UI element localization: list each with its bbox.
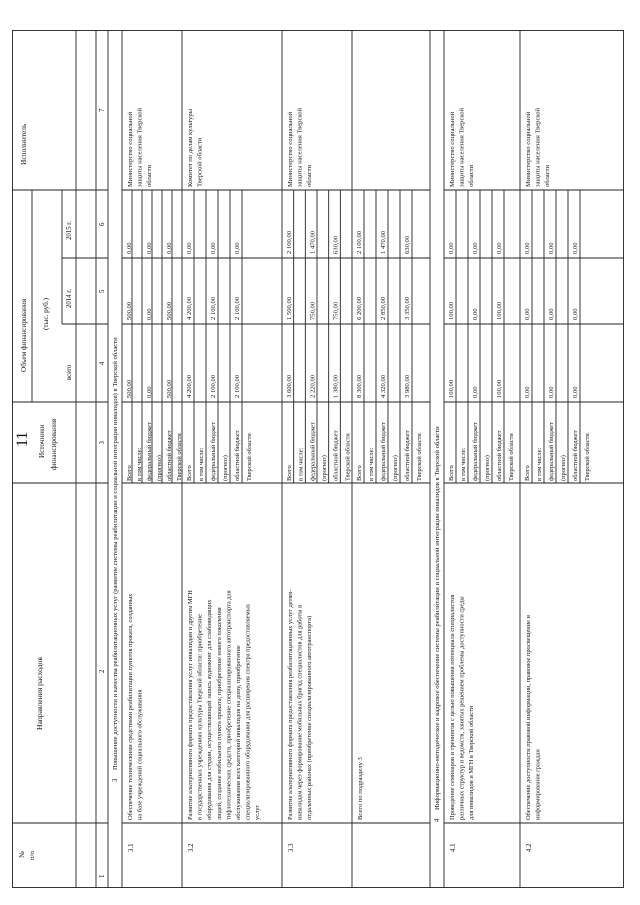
value-subtotal-0-2014: 6 200,00 xyxy=(356,296,363,320)
row-num-4.2: 4.2 xyxy=(526,843,533,852)
source-3.1-0: Всего xyxy=(126,465,133,481)
row-text-3.2-5: обслуживания всех категорий инвалидов на дому, приобретение xyxy=(235,645,242,820)
row-text-3.3-0: Развитие альтернативного формата предоставления реабилитационных услуг детям- xyxy=(287,589,294,820)
header-direction: Направления расходов xyxy=(35,657,44,730)
row-text-3.2-1: в государственных учреждениях культуры Тверской области: приобретение xyxy=(196,614,204,820)
value-3.2-1-2014: 2 100,00 xyxy=(210,296,217,320)
row-text-3.2-6: специализированного оборудования для расширения спектра предоставляемых xyxy=(244,603,252,820)
value-3.2-2-2015: 0,00 xyxy=(234,242,241,254)
header-num-sub: п/п xyxy=(29,851,36,860)
row-text-4.2-0: Обеспечение доступности правовой информации, правовое просвещение и xyxy=(525,615,532,820)
value-4.2-1-2015: 0,00 xyxy=(548,242,555,254)
value-subtotal-0-2015: 2 100,00 xyxy=(356,230,363,254)
source-3.2-5: Тверской области xyxy=(246,433,253,481)
page-number: 11 xyxy=(14,431,31,447)
value-3.1-2-2014: 500,00 xyxy=(166,301,173,320)
header-volume: Объем финансирования xyxy=(20,298,28,372)
header-year-2015: 2015 г. xyxy=(66,220,73,240)
row-executor-3.1-2: области xyxy=(146,164,154,187)
source-3.2-3: (прогноз) xyxy=(222,455,229,481)
source-4.2-2: федеральный бюджет xyxy=(548,422,555,481)
col-number-5: 5 xyxy=(99,289,106,293)
source-4.2-4: областной бюджет xyxy=(572,430,579,481)
value-4.1-1-2014: 0,00 xyxy=(472,308,479,320)
source-3.2-1: в том числе: xyxy=(198,447,205,481)
subtotal-label: Всего по подразделу 3 xyxy=(357,757,364,820)
source-4.1-3: (прогноз) xyxy=(484,455,491,481)
source-3.3-3: (прогноз) xyxy=(321,455,328,481)
row-executor-4.2-2: области xyxy=(544,164,552,187)
source-3.1-4: областной бюджет xyxy=(166,430,173,481)
row-text-3.2-3: людей, создание мобильного пункта проката; приобретение нового поколения xyxy=(215,607,223,820)
source-3.2-4: областной бюджет xyxy=(234,430,241,481)
row-text-4.2-1: информирование граждан xyxy=(534,749,542,820)
source-4.1-4: областной бюджет xyxy=(496,430,503,481)
row-executor-4.2-0: Министерство социальной xyxy=(525,111,532,187)
row-text-3.3-2: отдаленных районах (приобретение специализированного автотранспорта) xyxy=(306,615,314,820)
source-4.2-0: Всего xyxy=(524,465,531,481)
value-4.1-2-2014: 100,00 xyxy=(496,301,503,320)
row-text-3.2-2: оборудования для студии, осуществляющей запись аудиокниг для слабовидящих xyxy=(206,599,214,820)
value-4.1-2-total: 100,00 xyxy=(496,379,503,398)
col-number-4: 4 xyxy=(99,361,106,365)
header-units: (тыс. руб.) xyxy=(42,298,50,330)
source-3.3-0: Всего xyxy=(286,465,293,481)
value-4.1-2-2015: 0,00 xyxy=(496,242,503,254)
row-text-3.1-0: Обеспечение техническими средствами реабилитации пунктов проката, созданных xyxy=(127,593,134,820)
value-3.3-0-2015: 2 100,00 xyxy=(286,230,293,254)
table-text xyxy=(18,107,591,878)
header-total: всего xyxy=(66,364,73,380)
row-text-3.2-0: Развитие альтернативного формата предоставления услуг инвалидам и другим МГН xyxy=(187,590,194,820)
row-executor-3.2-0: Комитет по делам культуры xyxy=(187,108,194,187)
source-3.2-0: Всего xyxy=(186,465,193,481)
value-subtotal-1-2014: 2 850,00 xyxy=(380,296,387,320)
rotated-table-page xyxy=(12,30,624,888)
source-3.3-2: федеральный бюджет xyxy=(309,422,317,481)
source-3.1-1: в том числе: xyxy=(136,447,143,481)
row-executor-3.3-2: области xyxy=(306,164,314,187)
source-subtotal-2: федеральный бюджет xyxy=(380,422,387,481)
col-number-1: 1 xyxy=(99,874,106,878)
value-3.3-2-2014: 750,00 xyxy=(332,301,340,320)
row-text-3.3-1: инвалидам через формирование мобильных бригад специалистов для работы в xyxy=(296,604,304,820)
value-4.1-1-total: 0,00 xyxy=(472,386,479,398)
value-4.2-0-2014: 0,00 xyxy=(524,308,531,320)
section-3-num: 3 xyxy=(112,778,119,782)
value-subtotal-1-total: 4 320,00 xyxy=(380,374,387,398)
row-text-3.1-1: на базе учреждений социального обслуживания xyxy=(136,689,144,820)
row-executor-3.3-0: Министерство социальной xyxy=(287,111,294,187)
value-subtotal-2-2014: 3 350,00 xyxy=(404,296,411,320)
value-3.3-2-2015: 630,00 xyxy=(332,235,340,254)
row-text-4.1-1: различных структур и ведомств, занятых решением проблемы доступности среды xyxy=(458,596,466,820)
row-executor-4.2-1: защиты населения Тверской xyxy=(534,107,542,187)
value-4.2-1-total: 0,00 xyxy=(548,386,555,398)
value-4.1-0-total: 100,00 xyxy=(448,379,455,398)
value-subtotal-2-total: 3 980,00 xyxy=(404,374,411,398)
value-3.3-0-total: 3 600,00 xyxy=(286,374,293,398)
col-number-2: 2 xyxy=(99,669,106,673)
source-4.1-2: федеральный бюджет xyxy=(472,422,479,481)
budget-table xyxy=(12,30,624,888)
source-subtotal-0: Всего xyxy=(356,465,363,481)
row-executor-3.3-1: защиты населения Тверской xyxy=(296,107,304,187)
value-3.2-0-2015: 0,00 xyxy=(186,242,193,254)
row-executor-4.1-0: Министерство социальной xyxy=(449,111,456,187)
row-text-3.2-7: услуг xyxy=(254,804,262,820)
header-num: № xyxy=(18,851,26,858)
row-text-3.2-4: тифлотехнических средств, приобретение специализированного автотранспорта для xyxy=(225,590,233,820)
section-4-title: Информационно-методическое и кадровое обеспечение системы реабилитации и социальной интеграции инвалидов в Тверской области xyxy=(434,426,441,810)
value-subtotal-2-2015: 630,00 xyxy=(404,235,411,254)
row-executor-4.1-2: области xyxy=(468,164,476,187)
source-4.2-1: в том числе: xyxy=(536,447,543,481)
value-3.3-1-total: 2 220,00 xyxy=(309,374,317,398)
source-subtotal-3: (прогноз) xyxy=(392,455,399,481)
section-3-title: Повышение доступности и качества реабилитационных услуг (развитие системы реабилитации и социальной интеграции инвалидов) в Тверской области xyxy=(112,337,119,770)
value-3.1-2-total: 500,00 xyxy=(166,379,173,398)
value-4.1-0-2014: 100,00 xyxy=(448,301,455,320)
value-4.2-0-total: 0,00 xyxy=(524,386,531,398)
table-grid xyxy=(12,30,624,888)
header-executor: Исполнитель xyxy=(19,123,28,165)
value-3.1-0-2014: 500,00 xyxy=(126,301,133,320)
value-4.2-2-2015: 0,00 xyxy=(572,242,579,254)
value-3.1-1-total: 0,00 xyxy=(146,386,153,398)
source-4.2-3: (прогноз) xyxy=(560,455,567,481)
value-3.1-0-2015: 0,00 xyxy=(126,242,133,254)
value-3.3-1-2014: 750,00 xyxy=(309,301,317,320)
value-3.2-2-2014: 2 100,00 xyxy=(234,296,241,320)
value-3.1-1-2015: 0,00 xyxy=(146,242,153,254)
value-4.2-2-2014: 0,00 xyxy=(572,308,579,320)
value-3.2-0-total: 4 200,00 xyxy=(186,374,193,398)
value-subtotal-1-2015: 1 470,00 xyxy=(380,230,387,254)
value-subtotal-0-total: 8 300,00 xyxy=(356,374,363,398)
source-subtotal-1: в том числе: xyxy=(368,447,375,481)
header-year-2014: 2014 г. xyxy=(66,288,73,308)
source-4.2-5: Тверской области xyxy=(584,433,591,481)
source-4.1-0: Всего xyxy=(448,465,455,481)
header-sources-2: финансирования xyxy=(50,418,58,470)
row-text-4.1-0: Проведение семинаров и тренингов с целью повышения потенциала специалистов xyxy=(449,594,456,820)
value-4.1-1-2015: 0,00 xyxy=(472,242,479,254)
source-4.1-5: Тверской области xyxy=(508,433,515,481)
col-number-7: 7 xyxy=(99,108,106,112)
source-3.1-2: федеральный бюджет xyxy=(146,422,153,481)
row-executor-3.1-1: защиты населения Тверской xyxy=(136,107,144,187)
source-subtotal-5: Тверской области xyxy=(416,433,423,481)
value-3.3-2-total: 1 380,00 xyxy=(332,374,340,398)
value-3.3-1-2015: 1 470,00 xyxy=(309,230,317,254)
source-3.1-5: Тверской области xyxy=(176,433,183,481)
value-4.2-2-total: 0,00 xyxy=(572,386,579,398)
source-4.1-1: в том числе: xyxy=(460,447,467,481)
header-sources: Источники xyxy=(38,424,46,458)
value-3.1-0-total: 500,00 xyxy=(126,379,133,398)
row-executor-3.1-0: Министерство социальной xyxy=(127,111,134,187)
value-4.1-0-2015: 0,00 xyxy=(448,242,455,254)
source-3.3-4: областной бюджет xyxy=(332,430,340,481)
source-3.1-3: (прогноз) xyxy=(156,455,163,481)
section-4-num: 4 xyxy=(434,818,441,822)
source-3.3-1: в том числе: xyxy=(297,447,305,481)
value-3.2-1-2015: 0,00 xyxy=(210,242,217,254)
row-num-4.1: 4.1 xyxy=(450,843,457,852)
value-3.2-0-2014: 4 200,00 xyxy=(186,296,193,320)
col-number-3: 3 xyxy=(99,441,106,445)
value-4.2-1-2014: 0,00 xyxy=(548,308,555,320)
value-3.1-2-2015: 0,00 xyxy=(166,242,173,254)
source-3.2-2: федеральный бюджет xyxy=(210,422,217,481)
source-3.3-5: Тверской области xyxy=(344,433,352,481)
value-3.2-1-total: 2 100,00 xyxy=(210,374,217,398)
source-subtotal-4: областной бюджет xyxy=(404,430,411,481)
value-3.2-2-total: 2 100,00 xyxy=(234,374,241,398)
row-num-3.1: 3.1 xyxy=(128,843,135,852)
col-number-6: 6 xyxy=(99,222,106,226)
row-executor-4.1-1: защиты населения Тверской xyxy=(458,107,466,187)
row-num-3.3: 3.3 xyxy=(288,843,295,852)
row-executor-3.2-1: Тверской области xyxy=(196,137,204,187)
row-text-4.1-2: для инвалидов и МГН в Тверской области xyxy=(468,705,476,820)
row-num-3.2: 3.2 xyxy=(188,843,195,852)
value-3.3-0-2014: 1 500,00 xyxy=(286,296,293,320)
value-3.1-1-2014: 0,00 xyxy=(146,308,153,320)
value-4.2-0-2015: 0,00 xyxy=(524,242,531,254)
